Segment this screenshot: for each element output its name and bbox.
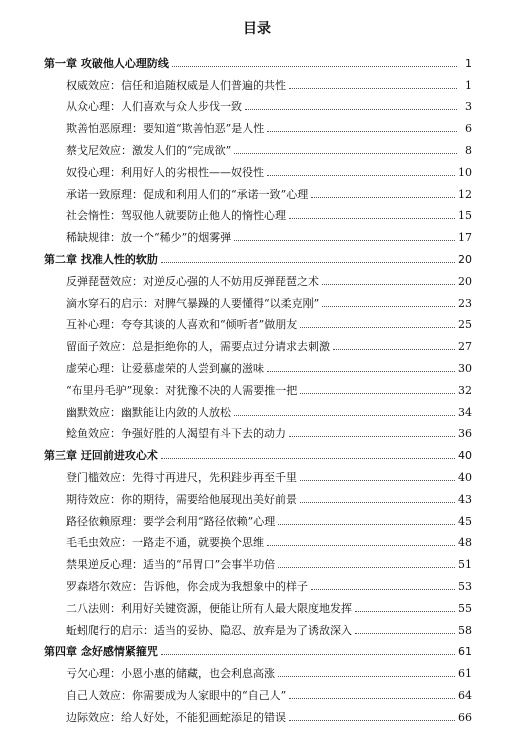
dot-leader <box>234 414 455 416</box>
page-number: 55 <box>458 601 472 615</box>
page-number: 48 <box>458 536 472 550</box>
page-number: 15 <box>458 209 472 223</box>
toc-entry-row[interactable] <box>44 658 472 680</box>
chapter-title: 第三章 迂回前进攻心术 <box>44 449 158 463</box>
entry-title: 留面子效应：总是拒绝你的人，需要点过分请求去刺激 <box>66 340 330 354</box>
entry-title: 滴水穿石的启示：对脾气暴躁的人要懂得“以柔克刚” <box>66 296 320 310</box>
dot-leader <box>311 588 455 590</box>
toc-entry-row[interactable] <box>44 484 472 506</box>
toc-entry-row[interactable] <box>44 549 472 571</box>
entry-title: 从众心理：人们喜欢与众人步伐一致 <box>66 100 242 114</box>
dot-leader <box>267 174 455 176</box>
entry-title: 自己人效应：你需要成为人家眼中的“自己人” <box>66 688 287 702</box>
entry-title: 路径依赖原理：要学会利用“路径依赖”心理 <box>66 514 276 528</box>
entry-title: “布里丹毛驴”现象：对犹豫不决的人需要推一把 <box>66 383 298 397</box>
dot-leader <box>355 610 455 612</box>
toc-entry-row[interactable] <box>44 266 472 288</box>
entry-title: 反弹琵琶效应：对逆反心强的人不妨用反弹琵琶之术 <box>66 274 319 288</box>
dot-leader <box>267 370 455 372</box>
dot-leader <box>267 130 457 132</box>
dot-leader <box>278 523 455 525</box>
page-number: 66 <box>458 710 472 724</box>
toc-entry-row[interactable] <box>44 113 472 135</box>
page-number: 51 <box>458 558 472 572</box>
toc-entry-row[interactable] <box>44 201 472 223</box>
chapter-title: 第一章 攻破他人心理防线 <box>44 56 169 70</box>
page-number: 27 <box>458 340 472 354</box>
toc-entry-row[interactable] <box>44 310 472 332</box>
toc-entry-row[interactable] <box>44 680 472 702</box>
entry-title: 权威效应：信任和追随权威是人们普遍的共性 <box>66 78 286 92</box>
page-number: 17 <box>458 231 472 245</box>
entry-title: 承诺一致原理：促成和利用人们的“承诺一致”心理 <box>66 187 309 201</box>
page-number: 40 <box>458 449 472 463</box>
dot-leader <box>311 196 455 198</box>
toc-entry-row[interactable] <box>44 135 472 157</box>
page-number: 36 <box>458 427 472 441</box>
dot-leader <box>322 305 455 307</box>
page-number: 32 <box>458 383 472 397</box>
page-number: 34 <box>458 405 472 419</box>
toc-entry-row[interactable] <box>44 419 472 441</box>
entry-title: 互补心理：夸夸其谈的人喜欢和“倾听者”做朋友 <box>66 318 298 332</box>
page-number: 6 <box>465 122 472 136</box>
toc-list <box>44 48 472 724</box>
entry-title: 登门槛效应：先得寸再进尺，先积跬步再至千里 <box>66 470 297 484</box>
entry-title: 期待效应：你的期待，需要给他展现出美好前景 <box>66 492 297 506</box>
toc-entry-row[interactable] <box>44 593 472 615</box>
toc-entry-row[interactable] <box>44 615 472 637</box>
dot-leader <box>289 87 457 89</box>
page-number: 58 <box>458 623 472 637</box>
page-number: 23 <box>458 296 472 310</box>
dot-leader <box>245 108 457 110</box>
entry-title: 毛毛虫效应：一路走不通，就要换个思维 <box>66 536 264 550</box>
dot-leader <box>267 544 455 546</box>
page-number: 61 <box>458 645 472 659</box>
page-number: 1 <box>465 56 472 70</box>
dot-leader <box>278 566 455 568</box>
toc-entry-row[interactable] <box>44 157 472 179</box>
page-number: 43 <box>458 492 472 506</box>
page-number: 61 <box>458 667 472 681</box>
chapter-title: 第二章 找准人性的软肋 <box>44 252 158 266</box>
toc-entry-row[interactable] <box>44 506 472 528</box>
page-number: 8 <box>465 143 472 157</box>
chapter-heading-row[interactable] <box>44 48 472 70</box>
toc-entry-row[interactable] <box>44 353 472 375</box>
dot-leader <box>300 479 455 481</box>
dot-leader <box>289 435 455 437</box>
page-number: 3 <box>465 100 472 114</box>
toc-entry-row[interactable] <box>44 375 472 397</box>
page-number: 64 <box>458 688 472 702</box>
dot-leader <box>300 392 455 394</box>
chapter-heading-row[interactable] <box>44 440 472 462</box>
page-number: 20 <box>458 252 472 266</box>
dot-leader <box>161 261 455 263</box>
toc-entry-row[interactable] <box>44 331 472 353</box>
dot-leader <box>289 697 455 699</box>
dot-leader <box>161 457 455 459</box>
toc-entry-row[interactable] <box>44 571 472 593</box>
toc-entry-row[interactable] <box>44 70 472 92</box>
entry-title: 罗森塔尔效应：告诉他，你会成为我想象中的样子 <box>66 579 308 593</box>
dot-leader <box>172 65 457 67</box>
chapter-heading-row[interactable] <box>44 244 472 266</box>
page-number: 10 <box>458 165 472 179</box>
entry-title: 虚荣心理：让爱慕虚荣的人尝到赢的滋味 <box>66 361 264 375</box>
toc-entry-row[interactable] <box>44 222 472 244</box>
entry-title: 幽默效应：幽默能让内敛的人放松 <box>66 405 231 419</box>
toc-title: 目录 <box>243 21 271 37</box>
page-number: 25 <box>458 318 472 332</box>
page-number: 53 <box>458 579 472 593</box>
entry-title: 边际效应：给人好处，不能犯画蛇添足的错误 <box>66 710 286 724</box>
entry-title: 亏欠心理：小恩小惠的储藏，也会利息高涨 <box>66 667 275 681</box>
entry-title: 禁果逆反心理：适当的“吊胃口”会事半功倍 <box>66 558 276 572</box>
dot-leader <box>322 283 455 285</box>
page-number: 12 <box>458 187 472 201</box>
dot-leader <box>161 653 455 655</box>
dot-leader <box>333 348 455 350</box>
entry-title: 二八法则：利用好关键资源，便能让所有人最大限度地发挥 <box>66 601 352 615</box>
page-number: 45 <box>458 514 472 528</box>
toc-entry-row[interactable] <box>44 462 472 484</box>
dot-leader <box>278 675 455 677</box>
entry-title: 奴役心理：利用好人的劣根性——奴役性 <box>66 165 264 179</box>
entry-title: 欺善怕恶原理：要知道“欺善怕恶”是人性 <box>66 122 265 136</box>
page-number: 30 <box>458 361 472 375</box>
entry-title: 蔡戈尼效应：激发人们的“完成欲” <box>66 143 232 157</box>
dot-leader <box>300 326 455 328</box>
dot-leader <box>234 239 455 241</box>
chapter-title: 第四章 念好感情紧箍咒 <box>44 645 158 659</box>
dot-leader <box>289 217 455 219</box>
entry-title: 社会惰性：驾驭他人就要防止他人的惰性心理 <box>66 209 286 223</box>
chapter-heading-row[interactable] <box>44 637 472 659</box>
entry-title: 蚯蚓爬行的启示：适当的妥协、隐忍、放弃是为了诱敌深入 <box>66 623 352 637</box>
page-number: 40 <box>458 470 472 484</box>
toc-entry-row[interactable] <box>44 179 472 201</box>
page-number: 1 <box>465 78 472 92</box>
dot-leader <box>355 632 455 634</box>
page-number: 20 <box>458 274 472 288</box>
toc-entry-row[interactable] <box>44 397 472 419</box>
entry-title: 鲶鱼效应：争强好胜的人渴望有斗下去的动力 <box>66 427 286 441</box>
toc-entry-row[interactable] <box>44 92 472 114</box>
toc-entry-row[interactable] <box>44 288 472 310</box>
toc-entry-row[interactable] <box>44 528 472 550</box>
dot-leader <box>234 152 457 154</box>
dot-leader <box>300 501 455 503</box>
toc-entry-row[interactable] <box>44 702 472 724</box>
entry-title: 稀缺规律：放一个“稀少”的烟雾弹 <box>66 231 232 245</box>
dot-leader <box>289 719 455 721</box>
